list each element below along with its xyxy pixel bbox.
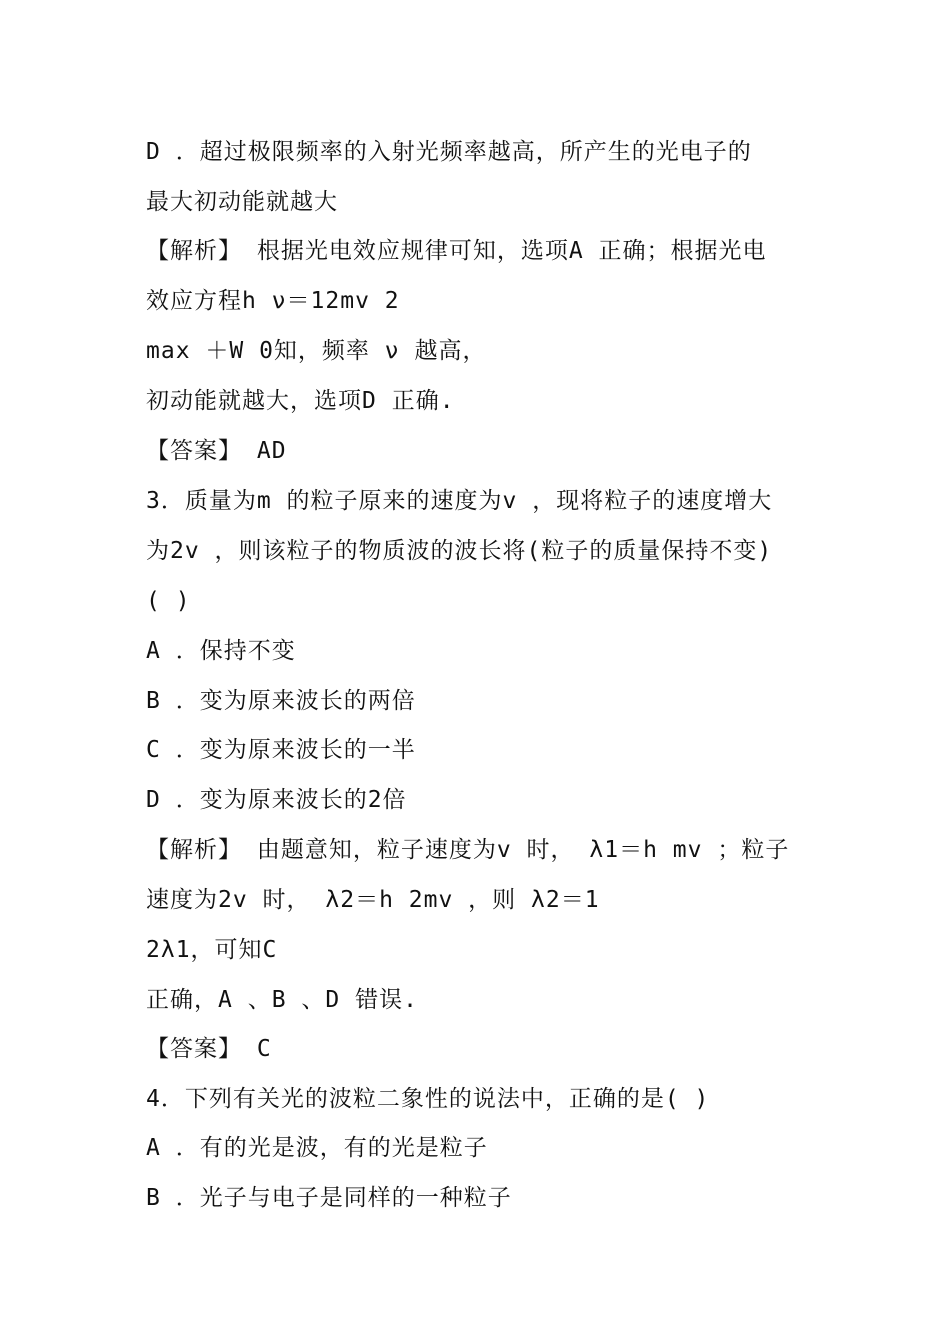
analysis-2-line-3: max ＋W 0知，频率 ν 越高，: [146, 338, 487, 364]
analysis-2-line-1: 【解析】 根据光电效应规律可知，选项A 正确；根据光电: [146, 238, 767, 264]
question-3-line-1: 3．质量为m 的粒子原来的速度为v ，现将粒子的速度增大: [146, 488, 773, 514]
analysis-3-line-2: 速度为2v 时， λ2＝h 2mv ，则 λ2＝1: [146, 887, 600, 913]
analysis-3-line-3: 2λ1，可知C: [146, 937, 278, 963]
analysis-2-line-2: 效应方程h ν＝12mv 2: [146, 288, 400, 314]
option-b-3: B ．变为原来波长的两倍: [146, 688, 416, 714]
analysis-3-line-1: 【解析】 由题意知，粒子速度为v 时， λ1＝h mv ；粒子: [146, 837, 790, 863]
option-b-4: B ．光子与电子是同样的一种粒子: [146, 1185, 512, 1211]
option-a-3: A ．保持不变: [146, 638, 296, 664]
answer-3: 【答案】 C: [146, 1036, 272, 1062]
question-3-line-2: 为2v ，则该粒子的物质波的波长将(粒子的质量保持不变): [146, 538, 773, 564]
analysis-2-line-4: 初动能就越大，选项D 正确.: [146, 388, 455, 414]
option-a-4: A ．有的光是波，有的光是粒子: [146, 1135, 488, 1161]
option-c-3: C ．变为原来波长的一半: [146, 737, 416, 763]
answer-2: 【答案】 AD: [146, 438, 287, 464]
option-d-line-1: D ．超过极限频率的入射光频率越高，所产生的光电子的: [146, 139, 752, 165]
question-3-line-3: ( ): [146, 588, 191, 614]
question-4-line-1: 4．下列有关光的波粒二象性的说法中，正确的是( ): [146, 1086, 710, 1112]
option-d-line-2: 最大初动能就越大: [146, 189, 338, 215]
analysis-3-line-4: 正确，A 、B 、D 错误.: [146, 987, 418, 1013]
option-d-3: D ．变为原来波长的2倍: [146, 787, 407, 813]
